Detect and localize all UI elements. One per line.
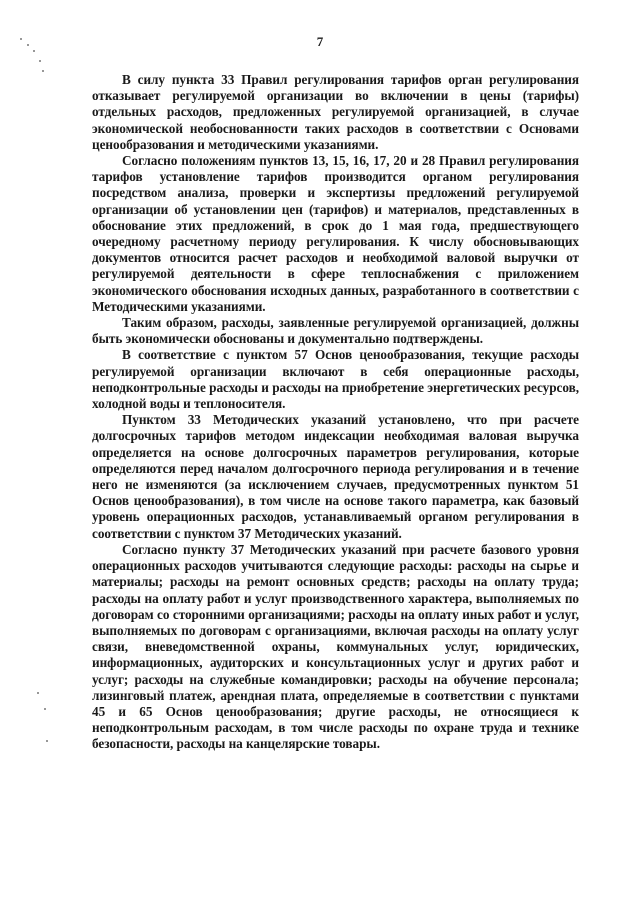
scan-speck — [20, 38, 22, 40]
scan-speck — [37, 692, 39, 694]
scan-speck — [33, 50, 35, 52]
paragraph: В соответствие с пунктом 57 Основ ценообразования, текущие расходы регулируемой организации включают в себя операционные расходы, неподконтрольные расходы и расходы на приобретение энергетических ресурсов, холодной воды и теплоносителя. — [92, 347, 579, 412]
paragraph: Пунктом 33 Методических указаний установлено, что при расчете долгосрочных тарифов методом индексации необходимая валовая выручка определяется на основе долгосрочных параметров регулирования, которые определяются перед началом долгосрочного периода регулирования и в течение него не изменяются (за исключением случаев, предусмотренных пунктом 51 Основ ценообразования), в том числе на основе такого параметра, как базовый уровень операционных расходов, устанавливаемый органом регулирования в соответствии с пунктом 37 Методических указаний. — [92, 412, 579, 541]
paragraph: В силу пункта 33 Правил регулирования тарифов орган регулирования отказывает регулируемой организации во включении в цены (тарифы) отдельных расходов, предложенных регулируемой организацией, в случае экономической необоснованности таких расходов в соответствии с Основами ценообразования и методическими указаниями. — [92, 72, 579, 152]
scan-speck — [42, 70, 44, 72]
paragraph: Согласно положениям пунктов 13, 15, 16, 17, 20 и 28 Правил регулирования тарифов установление тарифов производится органом регулирования посредством анализа, проверки и экспертизы предложений регулируемой организации об установлении цен (тарифов) и материалов, представленных в обоснование этих предложений, в срок до 1 мая года, предшествующего очередному расчетному периоду регулирования. К числу обосновывающих документов относится расчет расходов и необходимой валовой выручки от регулируемой деятельности в сфере теплоснабжения с приложением экономического обоснования исходных данных, разработанного в соответствии с Методическими указаниями. — [92, 153, 579, 314]
page-number: 7 — [316, 34, 324, 49]
document-body — [92, 72, 579, 753]
paragraph: Таким образом, расходы, заявленные регулируемой организацией, должны быть экономически обоснованы и документально подтверждены. — [92, 315, 579, 347]
scan-speck — [44, 708, 46, 710]
scan-speck — [27, 44, 29, 46]
scan-speck — [46, 740, 48, 742]
scan-speck — [39, 60, 41, 62]
paragraph: Согласно пункту 37 Методических указаний при расчете базового уровня операционных расходов учитываются следующие расходы: расходы на сырье и материалы; расходы на ремонт основных средств; расходы на оплату труда; расходы на оплату работ и услуг производственного характера, выполняемых по договорам со сторонними организациями; расходы на оплату иных работ и услуг, выполняемых по договорам с организациями, включая расходы на оплату услуг связи, вневедомственной охраны, коммунальных услуг, юридических, информационных, аудиторских и консультационных услуг и других работ и услуг; расходы на служебные командировки; расходы на обучение персонала; лизинговый платеж, арендная плата, определяемые в соответствии с пунктами 45 и 65 Основ ценообразования; другие расходы, не относящиеся к неподконтрольным расходам, в том числе расходы по охране труда и технике безопасности, расходы на канцелярские товары. — [92, 541, 579, 752]
